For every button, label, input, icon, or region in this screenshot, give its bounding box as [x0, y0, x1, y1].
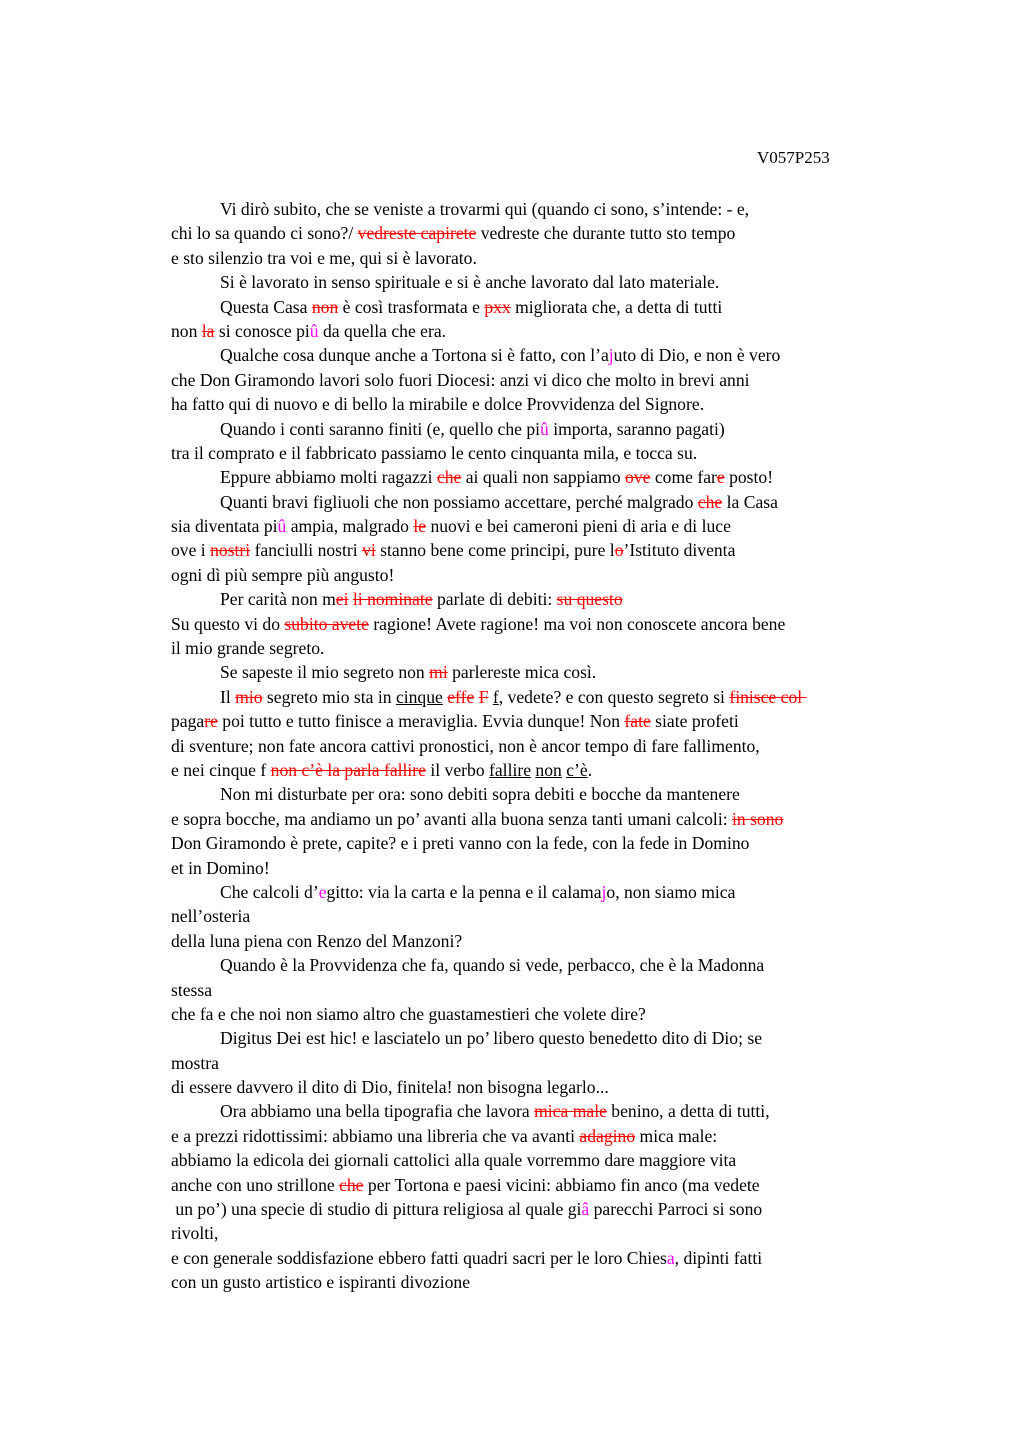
deleted-text: vedreste capirete — [357, 223, 477, 244]
text-segment: non — [171, 320, 202, 341]
deleted-text: non — [311, 296, 339, 317]
text-segment: Se sapeste il mio segreto non — [220, 662, 430, 683]
underlined-text: cinque — [395, 686, 443, 707]
text-line — [171, 758, 931, 782]
text-segment: Quanti bravi figliuoli che non possiamo accettare, perché malgrado — [220, 491, 698, 512]
deleted-text: re — [204, 711, 218, 732]
deleted-text: pxx — [484, 296, 511, 317]
inserted-text: j — [601, 881, 607, 902]
text-segment: Quando è la Provvidenza che fa, quando si vede, perbacco, che è la Madonna — [220, 955, 765, 976]
text-segment: chi lo sa quando ci sono?/ — [171, 223, 358, 244]
text-segment: posto! — [724, 467, 774, 488]
text-line — [171, 953, 931, 977]
deleted-text: le — [413, 516, 427, 537]
text-line — [171, 563, 931, 587]
text-segment: Su questo vi do — [171, 613, 285, 634]
text-segment: , dipinti fatti — [674, 1247, 763, 1268]
text-segment: et in Domino! — [171, 857, 270, 878]
text-line — [171, 392, 931, 416]
text-segment: con un gusto artistico e ispiranti divozione — [171, 1272, 471, 1293]
text-segment: e sopra bocche, ma andiamo un po’ avanti alla buona senza tanti umani calcoli: — [171, 808, 732, 829]
deleted-text: che — [339, 1174, 364, 1195]
deleted-text: la — [201, 320, 215, 341]
text-line — [171, 636, 931, 660]
text-line — [171, 734, 931, 758]
underlined-text: f — [492, 686, 499, 707]
deleted-text: ove — [625, 467, 651, 488]
text-line — [171, 978, 931, 1002]
deleted-text: F — [478, 686, 489, 707]
text-line — [171, 514, 931, 538]
text-segment: per Tortona e paesi vicini: abbiamo fin anco (ma vedete — [363, 1174, 760, 1195]
deleted-text: ei — [335, 589, 349, 610]
text-line — [171, 660, 931, 684]
deleted-text: finisce col — [729, 686, 807, 707]
underlined-text: fallire — [489, 759, 532, 780]
text-segment: gitto: via la carta e la penna e il calama — [326, 881, 602, 902]
text-segment: tra il comprato e il fabbricato passiamo le cento cinquanta mila, e tocca su. — [171, 442, 698, 463]
text-line — [171, 856, 931, 880]
text-segment: che fa e che noi non siamo altro che guastamestieri che volete dire? — [171, 1003, 646, 1024]
text-segment: mica male: — [635, 1125, 718, 1146]
deleted-text: e — [716, 467, 725, 488]
text-segment: ogni dì più sempre più angusto! — [171, 564, 395, 585]
text-line — [171, 1221, 931, 1245]
text-segment: Non mi disturbate per ora: sono debiti sopra debiti e bocche da mantenere — [220, 784, 740, 805]
deleted-text: mi — [429, 662, 448, 683]
deleted-text: nostri — [210, 540, 251, 561]
text-segment: stanno bene come principi, pure l — [375, 540, 615, 561]
text-segment: la Casa — [722, 491, 778, 512]
text-segment: Digitus Dei est hic! e lasciatelo un po’ libero questo benedetto dito di Dio; se — [220, 1028, 763, 1049]
underlined-text: non — [535, 759, 562, 780]
text-segment: , vedete? e con questo segreto si — [498, 686, 730, 707]
text-line — [171, 1173, 931, 1197]
inserted-text: û — [309, 320, 319, 341]
text-line — [171, 417, 931, 441]
text-line — [171, 343, 931, 367]
text-segment: Qualche cosa dunque anche a Tortona si è fatto, con l’a — [220, 345, 609, 366]
text-line — [171, 782, 931, 806]
deleted-text: effe — [447, 686, 475, 707]
inserted-text: a — [666, 1247, 675, 1268]
deleted-text: vi — [362, 540, 376, 561]
text-line — [171, 929, 931, 953]
text-line — [171, 197, 931, 221]
text-line — [171, 612, 931, 636]
text-line — [171, 1002, 931, 1026]
deleted-text: fate — [624, 711, 651, 732]
text-line — [171, 319, 931, 343]
document-body — [171, 197, 931, 1295]
deleted-text: mica male — [534, 1101, 607, 1122]
text-segment: Ora abbiamo una bella tipografia che lavora — [220, 1101, 535, 1122]
text-segment: nuovi e bei cameroni pieni di aria e di luce — [426, 516, 731, 537]
text-line — [171, 1075, 931, 1099]
inserted-text: â — [581, 1199, 590, 1220]
text-segment: benino, a detta di tutti, — [606, 1101, 770, 1122]
text-segment: ai quali non sappiamo — [461, 467, 626, 488]
text-segment: di sventure; non fate ancora cattivi pronostici, non è ancor tempo di fare fallimento, — [171, 735, 760, 756]
text-segment: abbiamo la edicola dei giornali cattolici alla quale vorremmo dare maggiore vita — [171, 1150, 737, 1171]
text-line — [171, 368, 931, 392]
deleted-text: subito avete — [284, 613, 369, 634]
text-segment: anche con uno strillone — [171, 1174, 340, 1195]
deleted-text: che — [436, 467, 462, 488]
text-line — [171, 1148, 931, 1172]
text-segment: fanciulli nostri — [250, 540, 363, 561]
deleted-text: che — [697, 491, 723, 512]
text-segment: poi tutto e tutto finisce a meraviglia. Evvia dunque! Non — [217, 711, 625, 732]
deleted-text: su questo — [556, 589, 623, 610]
text-segment: parecchi Parroci si sono — [589, 1199, 763, 1220]
text-segment: di essere davvero il dito di Dio, finitela! non bisogna legarlo... — [171, 1077, 609, 1098]
deleted-text: in sono — [732, 808, 784, 829]
deleted-text: adagino — [579, 1125, 636, 1146]
text-segment: il mio grande segreto. — [171, 638, 325, 659]
text-line — [171, 538, 931, 562]
text-line — [171, 270, 931, 294]
text-segment: parlate di debiti: — [432, 589, 557, 610]
text-segment: che Don Giramondo lavori solo fuori Diocesi: anzi vi dico che molto in brevi anni — [171, 369, 750, 390]
text-segment: rivolti, — [171, 1223, 219, 1244]
text-segment: da quella che era. — [318, 320, 447, 341]
text-line — [171, 295, 931, 319]
inserted-text: û — [277, 516, 287, 537]
text-segment: ’Istituto diventa — [623, 540, 736, 561]
inserted-text: û — [540, 418, 549, 439]
text-line — [171, 685, 931, 709]
deleted-text: li nominate — [352, 589, 433, 610]
text-segment: importa, saranno pagati) — [548, 418, 725, 439]
deleted-text: mio — [235, 686, 263, 707]
text-segment: Eppure abbiamo molti ragazzi — [220, 467, 437, 488]
text-segment: e nei cinque f — [171, 759, 271, 780]
text-segment: ha fatto qui di nuovo e di bello la mirabile e dolce Provvidenza del Signore. — [171, 394, 705, 415]
text-segment: e a prezzi ridottissimi: abbiamo una libreria che va avanti — [171, 1125, 580, 1146]
text-segment: vedreste che durante tutto sto tempo — [476, 223, 736, 244]
text-segment: il verbo — [425, 759, 490, 780]
text-line — [171, 246, 931, 270]
text-segment: sia diventata pi — [171, 516, 278, 537]
text-segment: Don Giramondo è prete, capite? e i preti vanno con la fede, con la fede in Domino — [171, 833, 750, 854]
text-segment: Il — [220, 686, 236, 707]
inserted-text: j — [608, 345, 614, 366]
text-segment: e con generale soddisfazione ebbero fatti quadri sacri per le loro Chies — [171, 1247, 667, 1268]
text-segment: si conosce pi — [214, 320, 310, 341]
text-segment: è così trasformata e — [338, 296, 485, 317]
inserted-text: e — [318, 881, 327, 902]
text-segment: Quando i conti saranno finiti (e, quello che pi — [220, 418, 541, 439]
text-segment: mostra — [171, 1052, 219, 1073]
text-line — [171, 807, 931, 831]
text-line — [171, 1099, 931, 1123]
deleted-text: o — [614, 540, 624, 561]
text-segment: ampia, malgrado — [286, 516, 414, 537]
text-segment: un po’) una specie di studio di pittura religiosa al quale gi — [171, 1199, 582, 1220]
text-line — [171, 1270, 931, 1294]
text-line — [171, 904, 931, 928]
text-line — [171, 465, 931, 489]
text-segment: e sto silenzio tra voi e me, qui si è lavorato. — [171, 247, 477, 268]
text-segment: o, non siamo mica — [606, 881, 736, 902]
text-segment: come far — [650, 467, 717, 488]
text-segment: ragione! Avete ragione! ma voi non conoscete ancora bene — [368, 613, 786, 634]
text-segment: Vi dirò subito, che se veniste a trovarmi qui (quando ci sono, s’intende: - e, — [220, 199, 750, 219]
text-segment: . — [587, 759, 593, 780]
text-segment: Che calcoli d’ — [220, 881, 319, 902]
text-line — [171, 221, 931, 245]
text-segment: segreto mio sta in — [262, 686, 396, 707]
text-line — [171, 1124, 931, 1148]
text-line — [171, 490, 931, 514]
text-line — [171, 880, 931, 904]
text-line — [171, 1246, 931, 1270]
text-segment: della luna piena con Renzo del Manzoni? — [171, 930, 463, 951]
text-segment: Per carità non m — [220, 589, 336, 610]
deleted-text: non c’è la parla fallire — [270, 759, 426, 780]
text-segment: nell’osteria — [171, 906, 251, 927]
text-line — [171, 587, 931, 611]
page-id: V057P253 — [757, 148, 830, 167]
text-segment: migliorata che, a detta di tutti — [510, 296, 723, 317]
text-line — [171, 1197, 931, 1221]
text-segment: parlereste mica così. — [447, 662, 597, 683]
text-line — [171, 709, 931, 733]
text-line — [171, 831, 931, 855]
text-segment: siate profeti — [650, 711, 739, 732]
text-segment: Si è lavorato in senso spirituale e si è anche lavorato dal lato materiale. — [220, 272, 720, 293]
text-segment: paga — [171, 711, 205, 732]
text-line — [171, 1026, 931, 1050]
underlined-text: c’è — [566, 759, 588, 780]
text-line — [171, 441, 931, 465]
text-line — [171, 1051, 931, 1075]
text-segment: uto di Dio, e non è vero — [613, 345, 781, 366]
text-segment: stessa — [171, 979, 213, 1000]
text-segment: ove i — [171, 540, 211, 561]
text-segment: Questa Casa — [220, 296, 312, 317]
